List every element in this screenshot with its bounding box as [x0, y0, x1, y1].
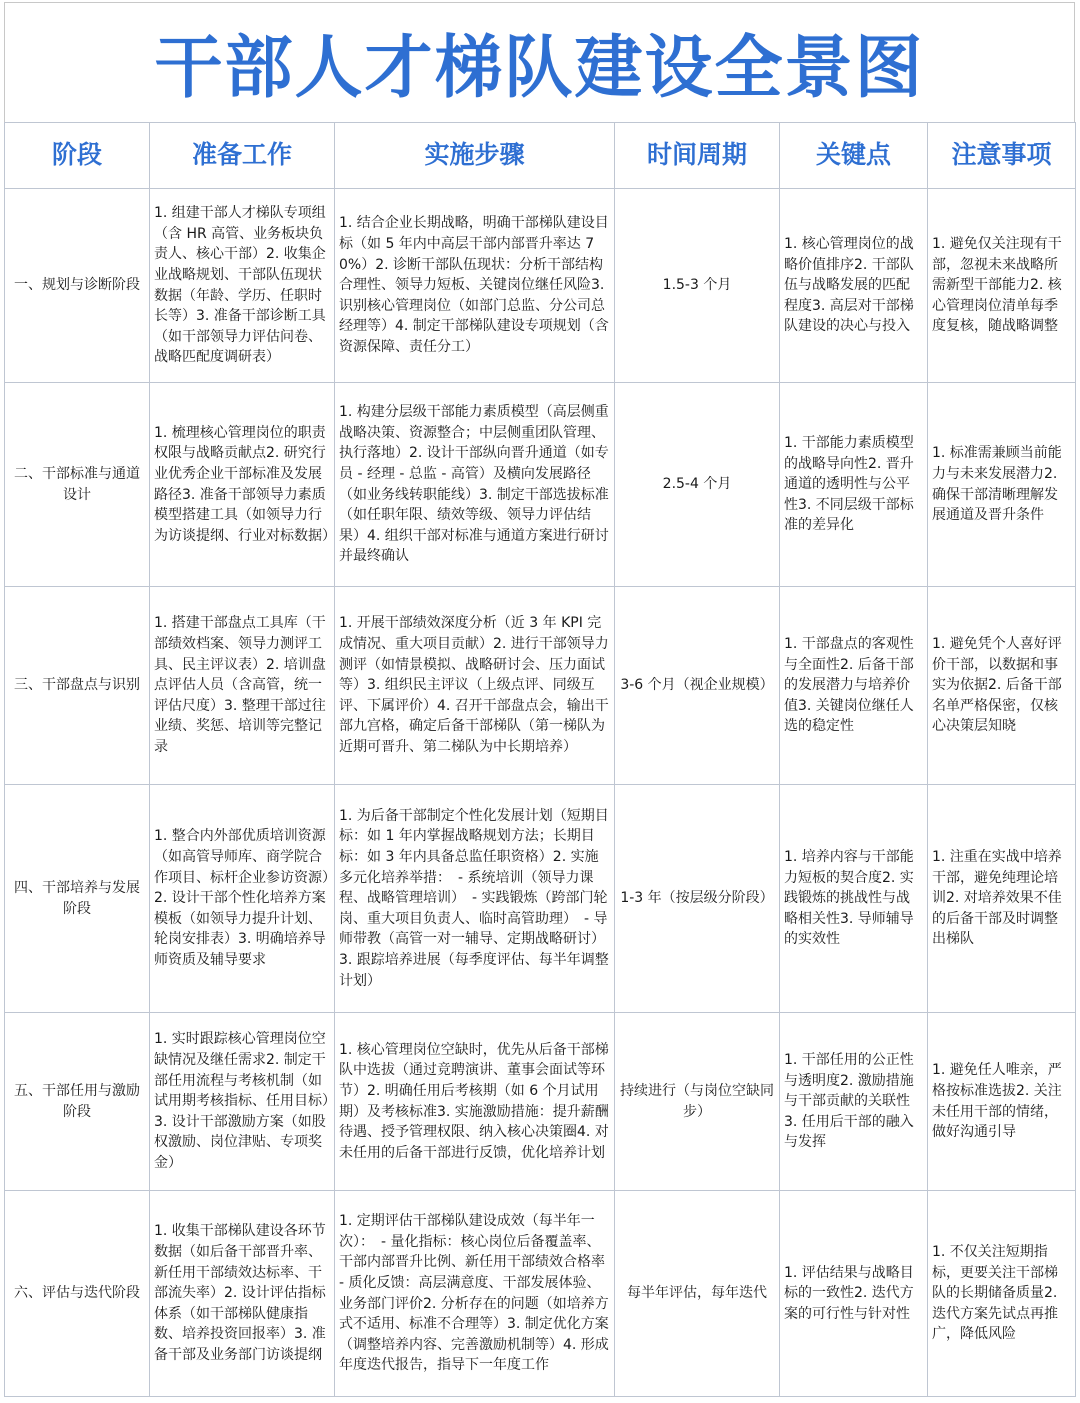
header-stage: 阶段 [5, 123, 150, 189]
key-cell: 1. 干部任用的公正性与透明度2. 激励措施与干部贡献的关联性3. 任用后干部的融入与发挥 [780, 1013, 928, 1191]
period-cell: 1-3 年（按层级分阶段） [615, 785, 780, 1013]
header-row [5, 123, 1076, 189]
prep-cell: 1. 整合内外部优质培训资源（如高管导师库、商学院合作项目、标杆企业参访资源）2. 设计干部个性化培养方案模板（如领导力提升计划、轮岗安排表）3. 明确培养导师资质及辅导要求 [150, 785, 335, 1013]
prep-cell: 1. 搭建干部盘点工具库（干部绩效档案、领导力测评工具、民主评议表）2. 培训盘点评估人员（含高管，统一评估尺度）3. 整理干部过往业绩、奖惩、培训等完整记录 [150, 587, 335, 785]
prep-cell: 1. 收集干部梯队建设各环节数据（如后备干部晋升率、新任用干部绩效达标率、干部流失率）2. 设计评估指标体系（如干部梯队健康指数、培养投资回报率）3. 准备干部及业务部门访谈提纲 [150, 1191, 335, 1397]
key-cell: 1. 干部盘点的客观性与全面性2. 后备干部的发展潜力与培养价值3. 关键岗位继任人选的稳定性 [780, 587, 928, 785]
stage-cell: 五、干部任用与激励阶段 [5, 1013, 150, 1191]
stage-cell: 六、评估与迭代阶段 [5, 1191, 150, 1397]
stage-cell: 四、干部培养与发展阶段 [5, 785, 150, 1013]
table-row [5, 383, 1076, 587]
period-cell: 持续进行（与岗位空缺同步） [615, 1013, 780, 1191]
table-row [5, 1191, 1076, 1397]
period-cell: 2.5-4 个月 [615, 383, 780, 587]
table-row [5, 587, 1076, 785]
page-title: 干部人才梯队建设全景图 [154, 29, 925, 108]
steps-cell: 1. 定期评估干部梯队建设成效（每半年一次）： - 量化指标：核心岗位后备覆盖率、干部内部晋升比例、新任用干部绩效合格率 - 质化反馈：高层满意度、干部发展体验、业务部门评价2. 分析存在的问题（如培养方式不适用、标准不合理等）3. 制定优化方案（调整培养内容、完善激励机制等）4. 形成年度迭代报告，指导下一年度工作 [335, 1191, 615, 1397]
notes-cell: 1. 避免任人唯亲，严格按标准选拔2. 关注未任用干部的情绪，做好沟通引导 [928, 1013, 1076, 1191]
header-period: 时间周期 [615, 123, 780, 189]
steps-cell: 1. 开展干部绩效深度分析（近 3 年 KPI 完成情况、重大项目贡献）2. 进行干部领导力测评（如情景模拟、战略研讨会、压力面试等）3. 组织民主评议（上级点评、同级互评、下属评价）4. 召开干部盘点会，输出干部九宫格，确定后备干部梯队（第一梯队为近期可晋升、第二梯队为中长期培养） [335, 587, 615, 785]
notes-cell: 1. 避免凭个人喜好评价干部，以数据和事实为依据2. 后备干部名单严格保密，仅核心决策层知晓 [928, 587, 1076, 785]
header-notes: 注意事项 [928, 123, 1076, 189]
header-prep: 准备工作 [150, 123, 335, 189]
table-row [5, 1013, 1076, 1191]
stage-cell: 三、干部盘点与识别 [5, 587, 150, 785]
period-cell: 每半年评估，每年迭代 [615, 1191, 780, 1397]
stage-cell: 二、干部标准与通道设计 [5, 383, 150, 587]
steps-cell: 1. 为后备干部制定个性化发展计划（短期目标：如 1 年内掌握战略规划方法；长期目标：如 3 年内具备总监任职资格）2. 实施多元化培养举措： - 系统培训（领导力课程、战略管理培训） - 实践锻炼（跨部门轮岗、重大项目负责人、临时高管助理） - 导师带教（高管一对一辅导、定期战略研讨）3. 跟踪培养进展（每季度评估、每半年调整计划） [335, 785, 615, 1013]
table-row [5, 785, 1076, 1013]
key-cell: 1. 评估结果与战略目标的一致性2. 迭代方案的可行性与针对性 [780, 1191, 928, 1397]
notes-cell: 1. 标准需兼顾当前能力与未来发展潜力2. 确保干部清晰理解发展通道及晋升条件 [928, 383, 1076, 587]
title-banner [4, 2, 1075, 123]
period-cell: 1.5-3 个月 [615, 189, 780, 383]
period-cell: 3-6 个月（视企业规模） [615, 587, 780, 785]
steps-cell: 1. 结合企业长期战略，明确干部梯队建设目标（如 5 年内中高层干部内部晋升率达 70%）2. 诊断干部队伍现状：分析干部结构合理性、领导力短板、关键岗位继任风险3. 识别核心管理岗位（如部门总监、分公司总经理等）4. 制定干部梯队建设专项规划（含资源保障、责任分工） [335, 189, 615, 383]
notes-cell: 1. 注重在实战中培养干部，避免纯理论培训2. 对培养效果不佳的后备干部及时调整出梯队 [928, 785, 1076, 1013]
talent-pipeline-table [4, 122, 1076, 1397]
stage-cell: 一、规划与诊断阶段 [5, 189, 150, 383]
prep-cell: 1. 组建干部人才梯队专项组（含 HR 高管、业务板块负责人、核心干部）2. 收集企业战略规划、干部队伍现状数据（年龄、学历、任职时长等）3. 准备干部诊断工具（如干部领导力评估问卷、战略匹配度调研表） [150, 189, 335, 383]
key-cell: 1. 培养内容与干部能力短板的契合度2. 实践锻炼的挑战性与战略相关性3. 导师辅导的实效性 [780, 785, 928, 1013]
notes-cell: 1. 不仅关注短期指标，更要关注干部梯队的长期储备质量2. 迭代方案先试点再推广，降低风险 [928, 1191, 1076, 1397]
header-key: 关键点 [780, 123, 928, 189]
key-cell: 1. 干部能力素质模型的战略导向性2. 晋升通道的透明性与公平性3. 不同层级干部标准的差异化 [780, 383, 928, 587]
steps-cell: 1. 构建分层级干部能力素质模型（高层侧重战略决策、资源整合；中层侧重团队管理、执行落地）2. 设计干部纵向晋升通道（如专员 - 经理 - 总监 - 高管）及横向发展路径（如业务线转职能线）3. 制定干部选拔标准（如任职年限、绩效等级、领导力评估结果）4. 组织干部对标准与通道方案进行研讨并最终确认 [335, 383, 615, 587]
prep-cell: 1. 实时跟踪核心管理岗位空缺情况及继任需求2. 制定干部任用流程与考核机制（如试用期考核指标、任用目标）3. 设计干部激励方案（如股权激励、岗位津贴、专项奖金） [150, 1013, 335, 1191]
steps-cell: 1. 核心管理岗位空缺时，优先从后备干部梯队中选拔（通过竞聘演讲、董事会面试等环节）2. 明确任用后考核期（如 6 个月试用期）及考核标准3. 实施激励措施：提升薪酬待遇、授予管理权限、纳入核心决策圈4. 对未任用的后备干部进行反馈，优化培养计划 [335, 1013, 615, 1191]
table-row [5, 189, 1076, 383]
key-cell: 1. 核心管理岗位的战略价值排序2. 干部队伍与战略发展的匹配程度3. 高层对干部梯队建设的决心与投入 [780, 189, 928, 383]
prep-cell: 1. 梳理核心管理岗位的职责权限与战略贡献点2. 研究行业优秀企业干部标准及发展路径3. 准备干部领导力素质模型搭建工具（如领导力行为访谈提纲、行业对标数据） [150, 383, 335, 587]
header-steps: 实施步骤 [335, 123, 615, 189]
notes-cell: 1. 避免仅关注现有干部，忽视未来战略所需新型干部能力2. 核心管理岗位清单每季度复核，随战略调整 [928, 189, 1076, 383]
